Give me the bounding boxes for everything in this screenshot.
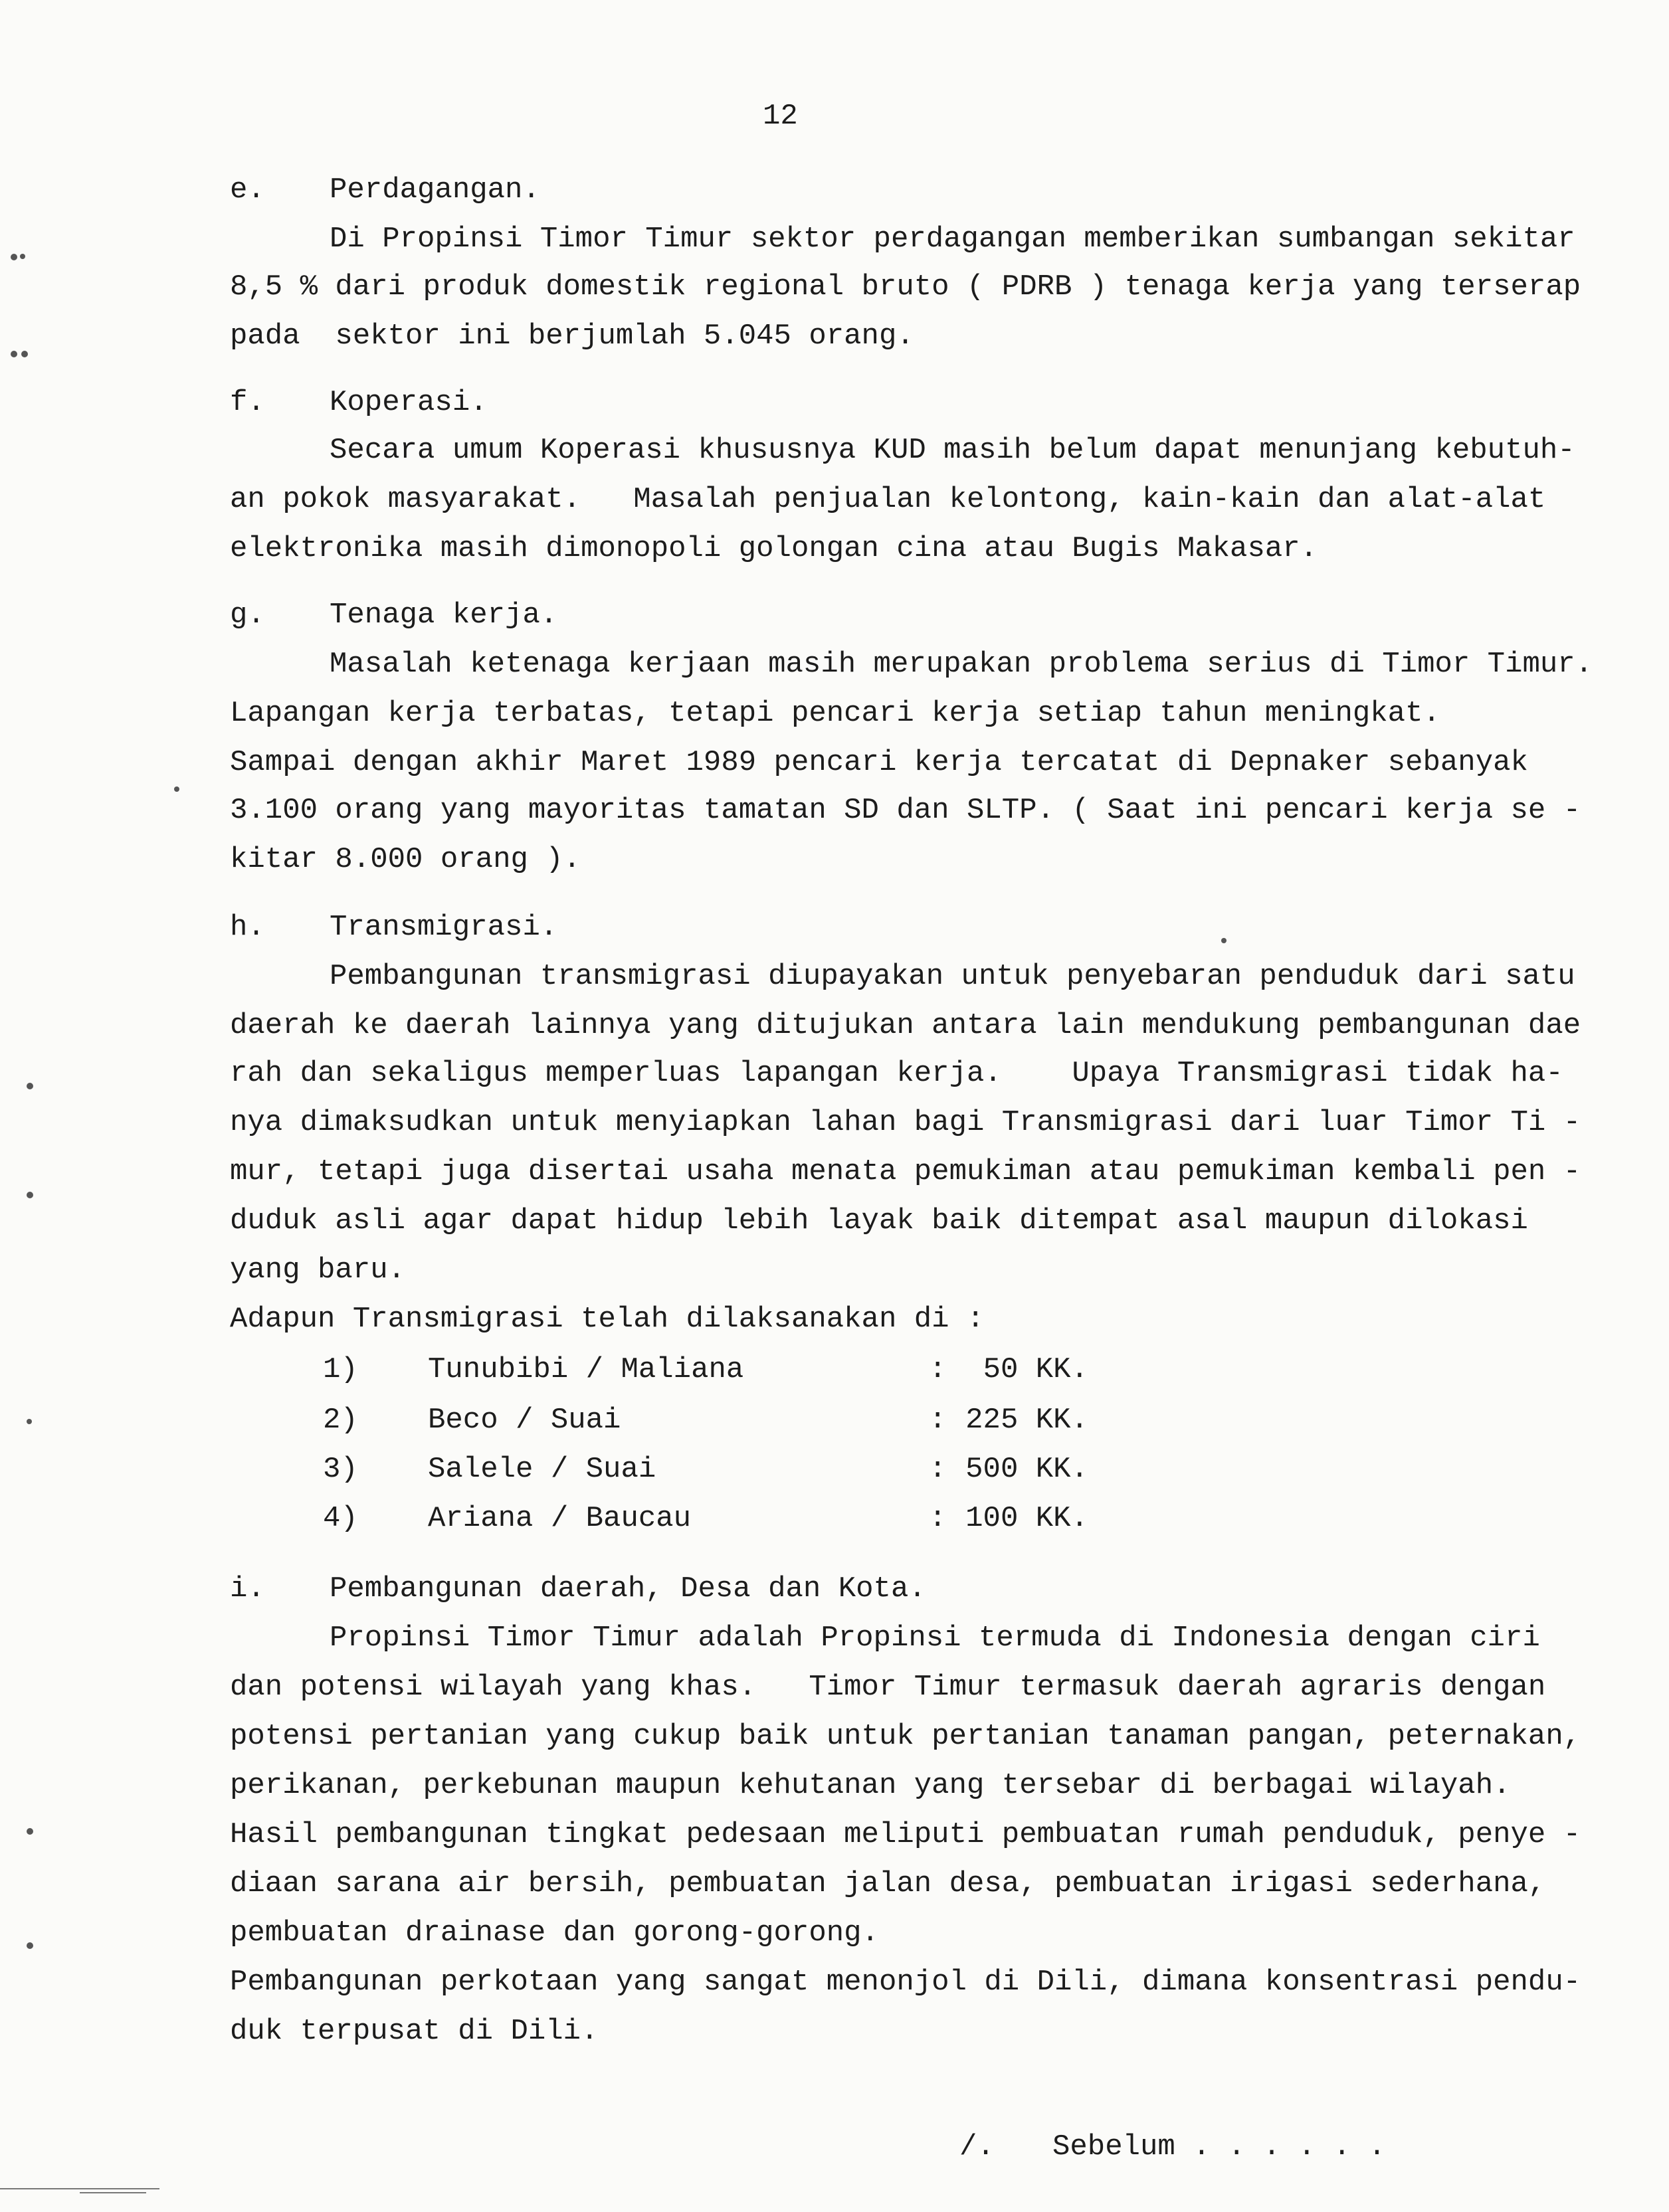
section-i-line-7: pembuatan drainase dan gorong-gorong.	[230, 1916, 879, 1950]
scan-speck	[27, 1942, 33, 1949]
section-e-line-2: 8,5 % dari produk domestik regional bruto ( PDRB ) tenaga kerja yang terserap	[230, 270, 1581, 304]
scan-speck	[27, 1083, 33, 1089]
section-g-letter: g.	[230, 599, 265, 632]
footer-slash: /.	[959, 2130, 995, 2164]
section-h-heading: Transmigrasi.	[330, 911, 558, 944]
scan-rule	[80, 2192, 146, 2193]
scan-speck	[11, 351, 17, 357]
section-f-letter: f.	[230, 386, 265, 419]
row-colon: :	[929, 1404, 947, 1437]
row-number: 4)	[323, 1502, 358, 1535]
row-colon: :	[929, 1353, 947, 1386]
section-g-heading: Tenaga kerja.	[330, 599, 558, 632]
row-place: Beco / Suai	[428, 1404, 621, 1437]
section-i-letter: i.	[230, 1572, 265, 1606]
scan-speck	[20, 254, 25, 259]
footer-next-word: Sebelum . . . . . .	[1052, 2130, 1386, 2164]
row-value: 225 KK.	[965, 1404, 1088, 1437]
row-place: Salele / Suai	[428, 1453, 656, 1486]
section-e-line-1: Di Propinsi Timor Timur sektor perdagangan memberikan sumbangan sekitar	[330, 223, 1575, 256]
scan-speck	[27, 1828, 33, 1835]
section-h-line-8: Adapun Transmigrasi telah dilaksanakan di :	[230, 1303, 985, 1336]
section-g-line-1: Masalah ketenaga kerjaan masih merupakan problema serius di Timor Timur.	[330, 648, 1593, 681]
section-h-line-6: duduk asli agar dapat hidup lebih layak baik ditempat asal maupun dilokasi	[230, 1204, 1528, 1238]
section-i-line-5: Hasil pembangunan tingkat pedesaan meliputi pembuatan rumah penduduk, penye -	[230, 1818, 1581, 1851]
scan-speck	[27, 1192, 33, 1198]
section-i-line-6: diaan sarana air bersih, pembuatan jalan desa, pembuatan irigasi sederhana,	[230, 1867, 1546, 1900]
row-place: Tunubibi / Maliana	[428, 1353, 744, 1386]
scan-speck	[174, 786, 179, 792]
scan-speck	[21, 351, 28, 357]
section-i-line-1: Propinsi Timor Timur adalah Propinsi termuda di Indonesia dengan ciri	[330, 1621, 1540, 1655]
section-f-line-1: Secara umum Koperasi khususnya KUD masih belum dapat menunjang kebutuh-	[330, 434, 1575, 467]
section-f-line-3: elektronika masih dimonopoli golongan cina atau Bugis Makasar.	[230, 532, 1318, 565]
section-h-line-7: yang baru.	[230, 1253, 406, 1287]
scan-speck	[27, 1419, 32, 1424]
row-value: 50 KK.	[983, 1353, 1088, 1386]
section-h-line-5: mur, tetapi juga disertai usaha menata pemukiman atau pemukiman kembali pen -	[230, 1155, 1581, 1188]
section-i-line-8: Pembangunan perkotaan yang sangat menonjol di Dili, dimana konsentrasi pendu-	[230, 1966, 1581, 1999]
scan-rule	[0, 2188, 159, 2189]
section-g-line-5: kitar 8.000 orang ).	[230, 843, 581, 876]
scan-speck	[1221, 938, 1227, 943]
section-h-line-2: daerah ke daerah lainnya yang ditujukan antara lain mendukung pembangunan dae	[230, 1009, 1581, 1042]
section-g-line-3: Sampai dengan akhir Maret 1989 pencari kerja tercatat di Depnaker sebanyak	[230, 746, 1528, 779]
section-h-letter: h.	[230, 911, 265, 944]
row-value: 500 KK.	[965, 1453, 1088, 1486]
row-number: 2)	[323, 1404, 358, 1437]
section-g-line-2: Lapangan kerja terbatas, tetapi pencari kerja setiap tahun meningkat.	[230, 697, 1440, 730]
section-i-heading: Pembangunan daerah, Desa dan Kota.	[330, 1572, 926, 1606]
section-f-heading: Koperasi.	[330, 386, 488, 419]
section-h-line-3: rah dan sekaligus memperluas lapangan kerja. Upaya Transmigrasi tidak ha-	[230, 1057, 1563, 1090]
section-g-line-4: 3.100 orang yang mayoritas tamatan SD dan SLTP. ( Saat ini pencari kerja se -	[230, 794, 1581, 827]
section-h-line-1: Pembangunan transmigrasi diupayakan untuk penyebaran penduduk dari satu	[330, 960, 1575, 993]
scan-speck	[11, 254, 17, 260]
row-colon: :	[929, 1453, 947, 1486]
row-colon: :	[929, 1502, 947, 1535]
row-number: 3)	[323, 1453, 358, 1486]
section-e-heading: Perdagangan.	[330, 173, 540, 207]
section-f-line-2: an pokok masyarakat. Masalah penjualan kelontong, kain-kain dan alat-alat	[230, 483, 1546, 516]
section-i-line-9: duk terpusat di Dili.	[230, 2015, 599, 2048]
row-place: Ariana / Baucau	[428, 1502, 692, 1535]
section-e-letter: e.	[230, 173, 265, 207]
section-i-line-4: perikanan, perkebunan maupun kehutanan yang tersebar di berbagai wilayah.	[230, 1769, 1511, 1802]
page-number: 12	[763, 100, 798, 133]
row-number: 1)	[323, 1353, 358, 1386]
section-i-line-3: potensi pertanian yang cukup baik untuk pertanian tanaman pangan, peternakan,	[230, 1720, 1581, 1753]
section-h-line-4: nya dimaksudkan untuk menyiapkan lahan bagi Transmigrasi dari luar Timor Ti -	[230, 1106, 1581, 1139]
row-value: 100 KK.	[965, 1502, 1088, 1535]
section-e-line-3: pada sektor ini berjumlah 5.045 orang.	[230, 320, 914, 353]
section-i-line-2: dan potensi wilayah yang khas. Timor Timur termasuk daerah agraris dengan	[230, 1671, 1546, 1704]
